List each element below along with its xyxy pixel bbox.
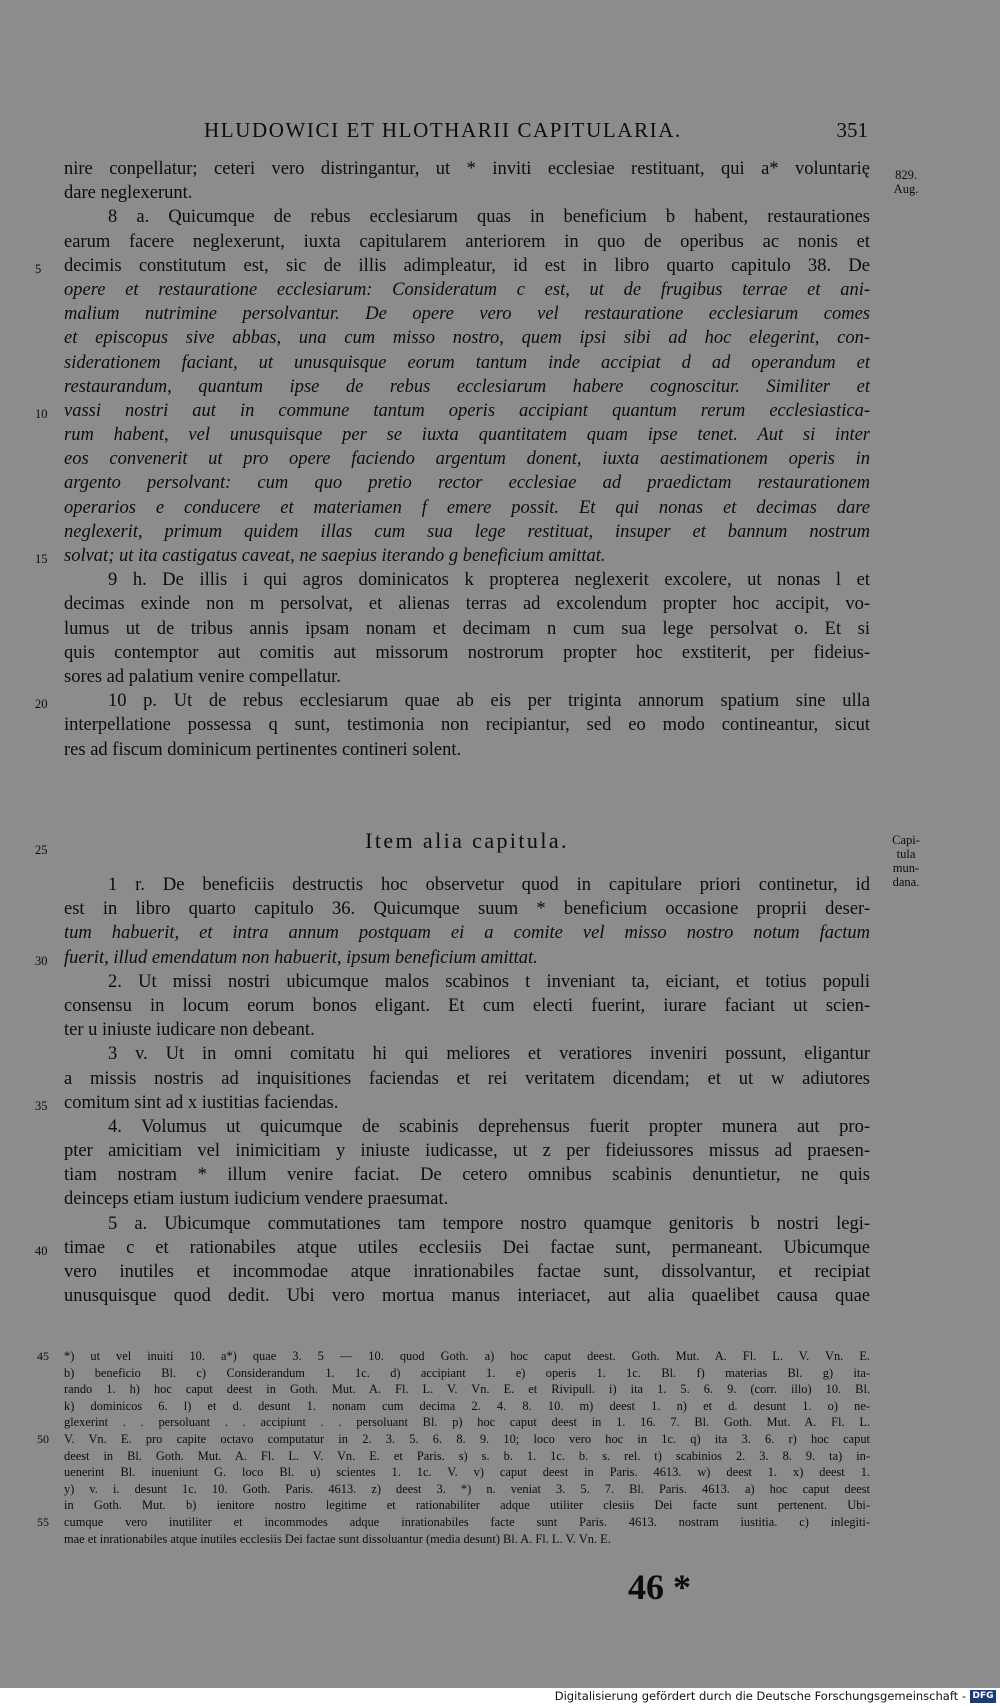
page-number: 351 — [836, 118, 868, 142]
line-number: 5 — [35, 261, 42, 276]
upper-text-line: earum facere neglexerunt, iuxta capitularem anteriorem in quo de operibus ac nonis et — [64, 231, 870, 252]
upper-text-line: solvat; ut ita castigatus caveat, ne saepius iterando g beneficium amittat. — [64, 546, 606, 566]
upper-text-line: siderationem faciant, ut unusquisque eorum tantum inde accipiat d ad operandum et — [64, 352, 870, 373]
upper-text-line: restaurandum, quantum ipse de rebus ecclesiarum habere cognoscitur. Similiter et — [64, 376, 870, 397]
upper-text-line: decimis constitutum est, sic de illis adimpleatur, id est in libro quarto capitulo 38. De — [64, 255, 870, 276]
margin-capitula-note — [880, 833, 932, 889]
lower-text-line: 2. Ut missi nostri ubicumque malos scabinos t inveniant ta, eiciant, et totius populi — [108, 971, 870, 992]
footnote-line: deest in Bl. Goth. Mut. A. Fl. L. V. Vn. E. et Paris. s) s. b. 1. 1c. b. s. rel. t) scabinios 2. 3. 8. 9. ta) in- — [64, 1448, 870, 1463]
lower-text-line: fuerit, illud emendatum non habuerit, ipsum beneficium amittat. — [64, 947, 538, 968]
footnote-line: cumque vero inutiliter et incommodes adque inrationabiles facte sunt Paris. 4613. nostram iustitia. c) inlegiti- — [64, 1514, 870, 1529]
lower-text-line: vero inutiles et incommodae atque inrationabiles factae sunt, dissolvantur, et recipiat — [64, 1262, 870, 1282]
lower-text-line: comitum sint ad x iustitias faciendas. — [64, 1092, 339, 1113]
line-number: 40 — [35, 1244, 48, 1258]
lower-text-line: est in libro quarto capitulo 36. Quicumque suum * beneficium occasione proprii deser- — [64, 899, 870, 920]
upper-text-line: vassi nostri aut in commune tantum operis accipiant quantum rerum ecclesiastica- — [64, 400, 870, 421]
footnote-line: V. Vn. E. pro capite octavo computatur in 2. 3. 5. 6. 8. 9. 10; loco vero hoc in 1c. q) ita 3. 6. r) hoc caput — [64, 1431, 870, 1446]
signature-mark: 46 * — [628, 1567, 691, 1607]
line-number: 30 — [35, 953, 48, 968]
lower-text-line: ter u iniuste iudicare non debeant. — [64, 1020, 315, 1041]
upper-text-line: decimas exinde non m persolvat, et alienas terras ad excolendum propter hoc accipit, vo- — [64, 594, 870, 615]
footnote-line-number: 55 — [37, 1515, 49, 1529]
upper-text-line: neglexerit, primum quidem illas cum sua lege restituat, insuper et bannum nostrum — [64, 521, 870, 542]
dfg-logo: DFG — [970, 1690, 996, 1703]
lower-text-line: timae c et rationabiles atque utiles ecclesiis Dei factae sunt, permaneant. Ubicumque — [64, 1237, 870, 1258]
footnote-line: in Goth. Mut. b) ienitore nostro legitime et rationabiliter adque utiliter clesiis Dei facte sunt pertenent. Ubi- — [64, 1498, 870, 1513]
margin-date — [880, 168, 932, 196]
upper-text-line: nire conpellatur; ceteri vero distringantur, ut * inviti ecclesiae restituant, qui a* voluntarię — [64, 159, 870, 179]
upper-text-line: 8 a. Quicumque de rebus ecclesiarum quas in beneficium b habent, restaurationes — [108, 207, 870, 228]
section-heading: Item alia capitula. — [365, 828, 569, 853]
line-number: 25 — [35, 842, 48, 857]
lower-text-line: pter amicitiam vel inimicitiam y iniuste iudicasse, ut z per fideiussores missus ad praesen- — [64, 1141, 870, 1162]
footnote-line: rando 1. h) hoc caput deest in Goth. Mut. A. Fl. L. V. Vn. E. et Rivipull. i) ita 1. 5. 6. 9. (corr. illo) 10. Bl. — [64, 1382, 870, 1397]
line-number: 15 — [35, 552, 48, 567]
upper-text-line: argento persolvant: cum quo pretio rector ecclesiae ad praedictam restaurationem — [64, 473, 870, 494]
upper-text-line: malium nutrimine persolvantur. De opere vero vel restauratione ecclesiarum comes — [64, 304, 870, 325]
lower-text-line: consensu in locum eorum bonos eligant. Et cum electi fuerint, iurare faciant ut scien- — [64, 995, 870, 1016]
lower-text-line: 1 r. De beneficiis destructis hoc observetur quod in capitulare priori continetur, id — [108, 875, 870, 895]
upper-text-line: res ad fiscum dominicum pertinentes contineri solent. — [64, 739, 462, 760]
footnote-line: k) dominicos 6. l) et d. desunt 1. nonam cum decima 2. 4. 8. 10. m) deest 1. n) et d. desunt 1. o) ne- — [64, 1398, 870, 1413]
footnotes — [37, 1348, 870, 1547]
upper-text-line: et episcopus sive abbas, una cum misso nostro, quem ipsi sibi ad hoc elegerint, con- — [64, 328, 870, 349]
lower-text-line: 5 a. Ubicumque commutationes tam tempore nostro quamque genitoris b nostri legi- — [108, 1213, 870, 1234]
upper-text-line: operarios e conducere et materiamen f emere possit. Et qui nonas et decimas dare — [64, 497, 870, 518]
upper-text-line: 10 p. Ut de rebus ecclesiarum quae ab eis per triginta annorum spatium sine ulla — [108, 691, 870, 712]
upper-text-line: rum habent, vel unusquisque per se iuxta quantitatem quam ipse tenet. Aut si inter — [64, 425, 870, 446]
upper-text-line: interpellatione possessa q sunt, testimonia non recipiantur, sed eo modo contineantur, sicut — [64, 715, 870, 736]
footnote-line: mae et inrationabiles atque inutiles ecclesiis Dei factae sunt dissoluantur (media desunt) Bl. A. Fl. L. V. Vn. E. — [64, 1531, 611, 1546]
upper-text-line: dare neglexerunt. — [64, 183, 193, 204]
footnote-line: glexerint . . persoluant . . accipiunt . . persoluant Bl. p) hoc caput deest in 1. 16. 7. Bl. Goth. Mut. A. Fl. L. — [64, 1415, 870, 1430]
lower-text-line: 4. Volumus ut quicumque de scabinis deprehensus fuerit propter munera aut pro- — [108, 1116, 870, 1137]
footnote-line: uenerint Bl. inueniunt G. loco Bl. u) scientes 1. 1c. V. v) caput deest in Paris. 4613. w) deest 1. x) deest 1. — [64, 1465, 870, 1480]
margin-capitula-3: mun- — [892, 861, 920, 875]
lower-text-line: tiam nostram * illum venire faciat. De cetero omnibus scabinis denuntietur, ne quis — [64, 1165, 870, 1186]
upper-text-line: opere et restauratione ecclesiarum: Consideratum c est, ut de frugibus terrae et ani- — [64, 279, 870, 300]
upper-text-line: lumus ut de tribus annis ipsam nonam et decimam n cum sua lege persolvat o. Et si — [64, 618, 870, 639]
footnote-line: b) beneficio Bl. c) Considerandum 1. 1c. d) accipiant 1. e) operis 1. 1c. Bl. f) materias Bl. g) ita- — [64, 1365, 870, 1380]
line-number: 20 — [35, 697, 48, 712]
upper-text-line: quis contemptor aut comitis aut missorum nostrorum propter hoc exstiterit, per fideius- — [64, 642, 870, 663]
upper-text-line: eos convenerit ut pro opere faciendo argentum donent, iuxta aestimationem operis in — [64, 449, 870, 470]
lower-text-line: tum habuerit, et intra annum postquam ei a comite vel misso nostro notum factum — [64, 923, 870, 944]
margin-capitula-2: tula — [896, 847, 916, 861]
lower-text-line: deinceps etiam iustum iudicium vendere praesumat. — [64, 1189, 449, 1210]
footnote-line-number: 50 — [37, 1432, 49, 1446]
lower-text-block — [35, 873, 870, 1308]
upper-text-line: 9 h. De illis i qui agros dominicatos k propterea neglexerit excolere, ut nonas l et — [108, 570, 870, 591]
footnote-line: *) ut vel inuiti 10. a*) quae 3. 5 — 10. quod Goth. a) hoc caput deest. Goth. Mut. A. Fl. L. V. Vn. E. — [64, 1349, 870, 1363]
margin-year: 829. — [895, 168, 917, 182]
margin-capitula-1: Capi- — [892, 833, 920, 847]
running-title: HLUDOWICI ET HLOTHARII CAPITULARIA. — [204, 118, 682, 142]
footnote-line-number: 45 — [37, 1349, 49, 1363]
margin-month: Aug. — [893, 182, 919, 196]
digitization-footer — [0, 1688, 1000, 1706]
running-header — [64, 118, 870, 148]
footnote-line: y) v. i. desunt 1c. 10. Goth. Paris. 4613. z) deest 3. *) n. veniat 3. 5. 7. Bl. Paris. 4613. a) hoc caput deest — [64, 1481, 870, 1496]
line-number: 35 — [35, 1098, 48, 1113]
footer-text: Digitalisierung gefördert durch die Deutsche Forschungsgemeinschaft - — [554, 1689, 966, 1703]
line-number: 10 — [35, 407, 48, 421]
lower-text-line: 3 v. Ut in omni comitatu hi qui meliores et veratiores inveniri possunt, eligantur — [108, 1044, 870, 1065]
upper-text-line: sores ad palatium venire compellatur. — [64, 666, 341, 687]
lower-text-line: unusquisque quod dedit. Ubi vero mortua manus interiacet, aut alia quaelibet causa quae — [64, 1286, 870, 1307]
margin-capitula-4: dana. — [892, 875, 920, 889]
lower-text-line: a missis nostris ad inquisitiones faciendas et rei veritatem dicendam; et ut w adiutores — [64, 1068, 870, 1089]
